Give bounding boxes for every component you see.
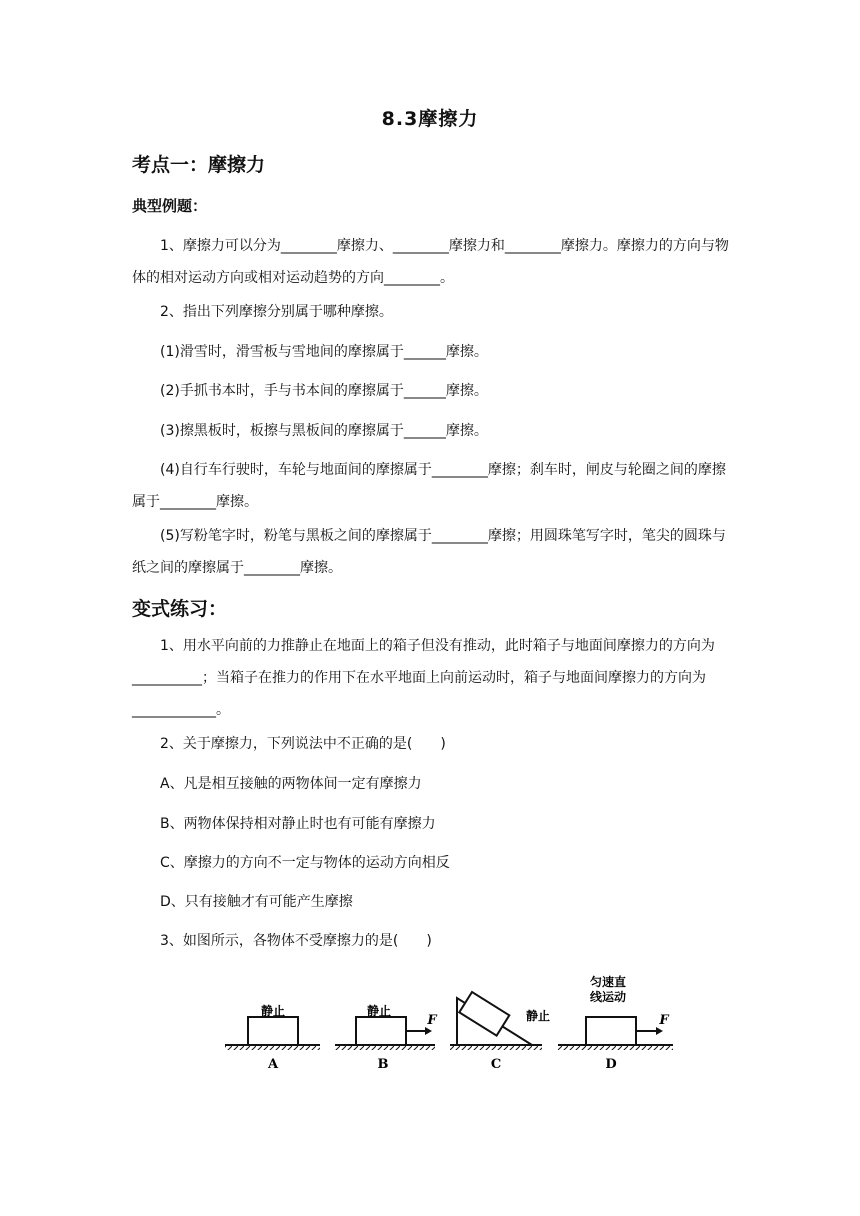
- section-heading-2: 变式练习：: [132, 598, 228, 620]
- page-title: 8.3摩擦力: [381, 108, 479, 130]
- block-b: [356, 1017, 406, 1045]
- block-a: [248, 1017, 298, 1045]
- figure-panel-c: [450, 992, 550, 1072]
- example-question-2-item-3: (3)擦黑板时，板擦与黑板间的摩擦属于______摩擦。: [160, 423, 488, 439]
- figure-panel-d: [558, 974, 673, 1072]
- block-d-text-line2: 线运动: [589, 990, 627, 1004]
- practice-question-2-option-c: C、摩擦力的方向不一定与物体的运动方向相反: [160, 855, 450, 871]
- example-question-2-item-1: (1)滑雪时，滑雪板与雪地间的摩擦属于______摩擦。: [160, 344, 488, 360]
- figure-panel-b: [335, 1003, 437, 1072]
- force-label-b: F: [427, 1013, 437, 1028]
- block-c-text: 静止: [525, 1009, 551, 1023]
- practice-question-2-option-a: A、凡是相互接触的两物体间一定有摩擦力: [160, 776, 422, 792]
- section-heading-1: 考点一：摩擦力: [132, 154, 266, 176]
- example-question-2-item-2: (2)手抓书本时，手与书本间的摩擦属于______摩擦。: [160, 383, 488, 399]
- panel-label-b: B: [377, 1057, 389, 1072]
- force-label-d: F: [659, 1013, 669, 1028]
- example-question-1: 1、摩擦力可以分为________摩擦力、________摩擦力和________摩擦力。摩擦力的方向与物体的相对运动方向或相对运动趋势的方向________。: [132, 238, 729, 286]
- block-a-text: 静止: [260, 1004, 286, 1018]
- figure-panel-a: [225, 1003, 320, 1072]
- block-d-text-line1: 匀速直: [589, 975, 627, 989]
- example-question-2-item-4: (4)自行车行驶时，车轮与地面间的摩擦属于________摩擦；刹车时，闸皮与轮圈之间的摩擦属于________摩擦。: [132, 462, 726, 510]
- panel-label-a: A: [267, 1057, 279, 1072]
- block-b-text: 静止: [366, 1004, 392, 1018]
- practice-question-3: 3、如图所示，各物体不受摩擦力的是( ): [160, 933, 432, 949]
- practice-question-2-option-b: B、两物体保持相对静止时也有可能有摩擦力: [160, 816, 436, 832]
- friction-figure: [220, 968, 680, 1080]
- example-question-2-item-5: (5)写粉笔字时，粉笔与黑板之间的摩擦属于________摩擦；用圆珠笔写字时，笔尖的圆珠与纸之间的摩擦属于________摩擦。: [132, 528, 726, 576]
- block-d: [586, 1017, 636, 1045]
- practice-question-2-option-d: D、只有接触才有可能产生摩擦: [160, 894, 353, 910]
- practice-question-1: 1、用水平向前的力推静止在地面上的箱子但没有推动，此时箱子与地面间摩擦力的方向为__________；当箱子在推力的作用下在水平地面上向前运动时，箱子与地面间摩擦力的方向为____________。: [132, 638, 715, 718]
- example-question-2: 2、指出下列摩擦分别属于哪种摩擦。: [160, 304, 393, 320]
- panel-label-d: D: [605, 1057, 617, 1072]
- panel-label-c: C: [490, 1057, 502, 1072]
- example-subheading: 典型例题：: [132, 197, 208, 215]
- practice-question-2: 2、关于摩擦力，下列说法中不正确的是( ): [160, 736, 446, 752]
